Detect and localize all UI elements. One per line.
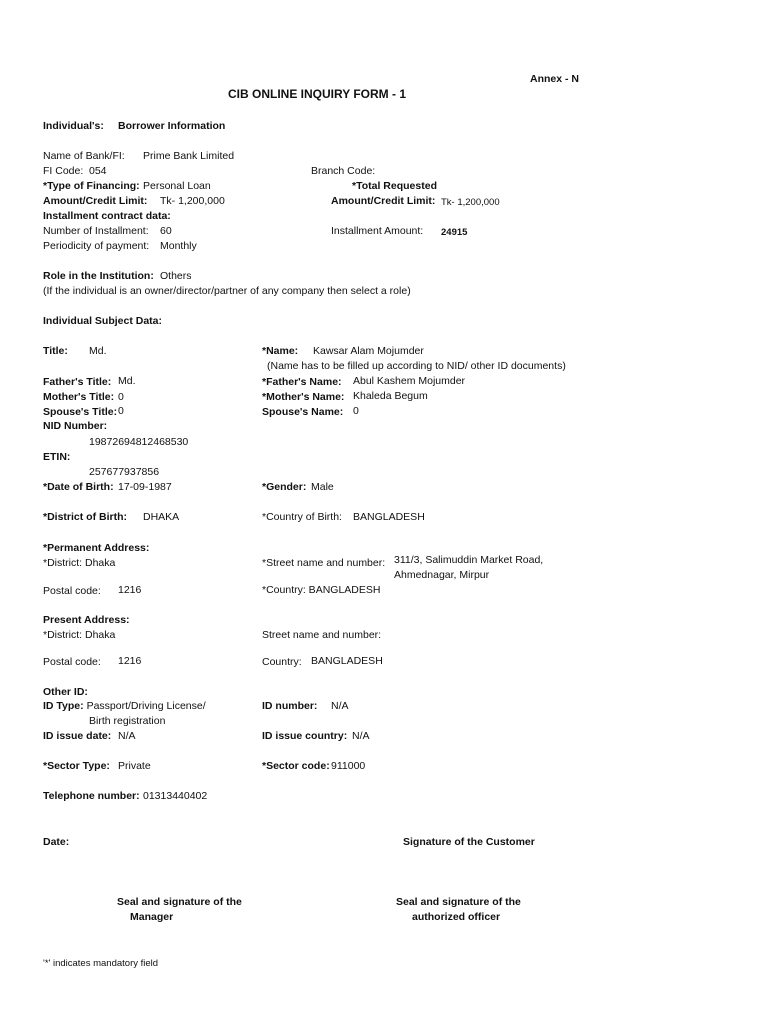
- spouse-name-label: Spouse's Name:: [262, 406, 344, 418]
- country-birth-label: *Country of Birth:: [262, 511, 342, 523]
- amount-limit-value-left: Tk- 1,200,000: [160, 195, 225, 207]
- num-installment-label: Number of Installment:: [43, 225, 149, 237]
- gender-label: *Gender:: [262, 481, 307, 493]
- mother-title-value: 0: [118, 391, 124, 403]
- num-installment-value: 60: [160, 225, 172, 237]
- title-label: Title:: [43, 345, 68, 357]
- id-issue-country-value: N/A: [352, 730, 370, 742]
- manager-seal-line1: Seal and signature of the: [117, 896, 242, 908]
- amount-limit-label-left: Amount/Credit Limit:: [43, 195, 148, 207]
- nid-value: 19872694812468530: [89, 436, 189, 448]
- permanent-country: *Country: BANGLADESH: [262, 584, 381, 596]
- mother-name-value: Khaleda Begum: [353, 390, 428, 402]
- district-birth-value: DHAKA: [143, 511, 180, 523]
- district-birth-label: *District of Birth:: [43, 511, 127, 523]
- id-issue-date-label: ID issue date:: [43, 730, 112, 742]
- name-value: Kawsar Alam Mojumder: [313, 345, 424, 357]
- bank-name-value: Prime Bank Limited: [143, 150, 235, 162]
- installment-amount-label: Installment Amount:: [331, 225, 424, 237]
- spouse-name-value: 0: [353, 405, 359, 417]
- manager-seal-line2: Manager: [130, 911, 174, 923]
- present-postal-value: 1216: [118, 655, 142, 667]
- nid-label: NID Number:: [43, 420, 108, 432]
- sector-code-value: 911000: [331, 760, 366, 772]
- total-requested-label: *Total Requested: [352, 180, 437, 192]
- permanent-heading: *Permanent Address:: [43, 542, 150, 554]
- sector-type-value: Private: [118, 760, 151, 772]
- present-district: *District: Dhaka: [43, 629, 116, 641]
- subject-heading: Individual Subject Data:: [43, 315, 163, 327]
- id-issue-date-value: N/A: [118, 730, 136, 742]
- mandatory-note: '*' indicates mandatory field: [43, 958, 159, 969]
- fi-code-value: 054: [89, 165, 107, 177]
- name-note: (Name has to be filled up according to NID/ other ID documents): [267, 360, 566, 372]
- periodicity-label: Periodicity of payment:: [43, 240, 150, 252]
- form-title: CIB ONLINE INQUIRY FORM - 1: [228, 87, 407, 101]
- installment-amount-value: 24915: [441, 227, 468, 238]
- sector-code-label: *Sector code:: [262, 760, 330, 772]
- role-label: Role in the Institution:: [43, 270, 154, 282]
- customer-signature-label: Signature of the Customer: [403, 836, 535, 848]
- date-label: Date:: [43, 836, 70, 848]
- dob-label: *Date of Birth:: [43, 481, 114, 493]
- id-number-label: ID number:: [262, 700, 318, 712]
- present-country-label: Country:: [262, 656, 302, 668]
- branch-code-label: Branch Code:: [311, 165, 376, 177]
- country-birth-value: BANGLADESH: [353, 511, 425, 523]
- permanent-street-line1: 311/3, Salimuddin Market Road,: [394, 554, 544, 566]
- dob-value: 17-09-1987: [118, 481, 172, 493]
- father-name-value: Abul Kashem Mojumder: [353, 375, 466, 387]
- periodicity-value: Monthly: [160, 240, 197, 252]
- installment-contract-label: Installment contract data:: [43, 210, 171, 222]
- permanent-street-label: *Street name and number:: [262, 557, 386, 569]
- present-country-value: BANGLADESH: [311, 655, 383, 667]
- id-type-row: [43, 700, 206, 713]
- permanent-postal-label: Postal code:: [43, 585, 101, 597]
- etin-value: 257677937856: [89, 466, 160, 478]
- type-financing-value: Personal Loan: [143, 180, 211, 192]
- borrower-info-label: Borrower Information: [118, 120, 226, 132]
- mother-name-label: *Mother's Name:: [262, 391, 345, 403]
- name-label: *Name:: [262, 345, 299, 357]
- mother-title-label: Mother's Title:: [43, 391, 115, 403]
- gender-value: Male: [311, 481, 334, 493]
- father-title-label: Father's Title:: [43, 376, 112, 388]
- id-number-value: N/A: [331, 700, 349, 712]
- permanent-postal-value: 1216: [118, 584, 142, 596]
- father-title-value: Md.: [118, 375, 136, 387]
- father-name-label: *Father's Name:: [262, 376, 342, 388]
- type-financing-label: *Type of Financing:: [43, 180, 140, 192]
- fi-code-label: FI Code:: [43, 165, 84, 177]
- telephone-label: Telephone number:: [43, 790, 140, 802]
- present-street-label: Street name and number:: [262, 629, 382, 641]
- bank-name-label: Name of Bank/FI:: [43, 150, 125, 162]
- id-type-label: ID Type:: [43, 700, 84, 712]
- individual-label: Individual's:: [43, 120, 104, 132]
- annex-label: Annex - N: [530, 73, 580, 85]
- officer-seal-line2: authorized officer: [412, 911, 501, 923]
- title-value: Md.: [89, 345, 107, 357]
- present-heading: Present Address:: [43, 614, 130, 626]
- officer-seal-line1: Seal and signature of the: [396, 896, 521, 908]
- role-value: Others: [160, 270, 192, 282]
- telephone-value: 01313440402: [143, 790, 208, 802]
- spouse-title-label: Spouse's Title:: [43, 406, 118, 418]
- permanent-street-line2: Ahmednagar, Mirpur: [394, 569, 490, 581]
- id-type-value: Passport/Driving License/: [86, 700, 206, 712]
- id-issue-country-label: ID issue country:: [262, 730, 348, 742]
- permanent-district: *District: Dhaka: [43, 557, 116, 569]
- etin-label: ETIN:: [43, 451, 71, 463]
- id-type-value-line2: Birth registration: [89, 715, 166, 727]
- spouse-title-value: 0: [118, 405, 124, 417]
- present-postal-label: Postal code:: [43, 656, 101, 668]
- other-id-heading: Other ID:: [43, 686, 88, 698]
- role-note: (If the individual is an owner/director/partner of any company then select a role): [43, 285, 411, 297]
- sector-type-label: *Sector Type:: [43, 760, 110, 772]
- amount-limit-label-right: Amount/Credit Limit:: [331, 195, 436, 207]
- amount-limit-value-right: Tk- 1,200,000: [441, 197, 500, 208]
